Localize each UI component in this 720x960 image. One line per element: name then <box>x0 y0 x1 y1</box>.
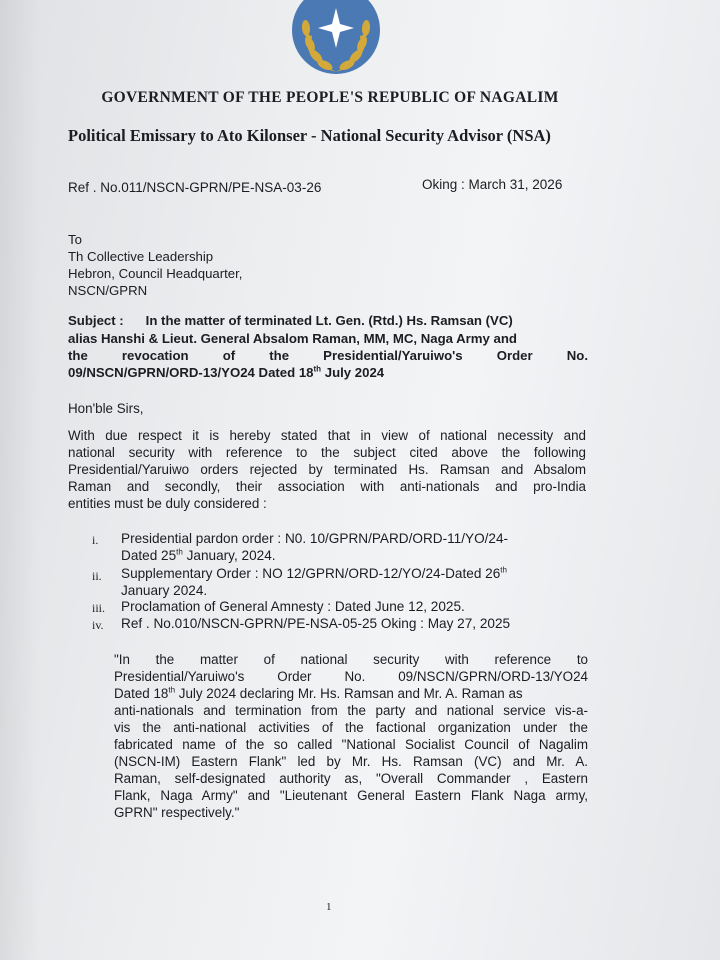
list-number: i. <box>92 533 99 547</box>
body-line: entities must be duly considered : <box>68 496 267 511</box>
subject-line: alias Hanshi & Lieut. General Absalom Raman, MM, MC, Naga Army and <box>68 331 517 346</box>
superscript: th <box>313 364 322 374</box>
salutation: Hon'ble Sirs, <box>68 401 144 416</box>
subject-text: In the matter of terminated Lt. Gen. (Rtd.) Hs. Ramsan (VC) <box>145 313 513 328</box>
list-item-text: Dated 25th January, 2024. <box>121 547 276 563</box>
list-number: ii. <box>92 569 102 583</box>
superscript: th <box>168 685 176 695</box>
quote-line: GPRN" respectively." <box>114 805 240 820</box>
address-line: Th Collective Leadership <box>68 249 214 264</box>
page-shadow <box>0 0 40 960</box>
quote-line: "In the matter of national security with reference to <box>114 652 588 667</box>
list-number: iv. <box>92 618 104 632</box>
address-line: Hebron, Council Headquarter, <box>68 266 243 281</box>
address-line: NSCN/GPRN <box>68 283 148 298</box>
body-line: Raman and secondly, their association with anti-nationals and pro-India <box>68 479 586 494</box>
office-heading: Political Emissary to Ato Kilonser - National Security Advisor (NSA) <box>68 126 551 145</box>
superscript: th <box>176 547 183 557</box>
quote-line: anti-nationals and termination from the party and national service vis-a- <box>114 703 588 718</box>
address-line: To <box>68 232 82 247</box>
quote-line: vis the anti-national activities of the factional organization under the <box>114 720 588 735</box>
page-number: 1 <box>326 901 332 913</box>
subject-line <box>68 365 588 380</box>
subject-line: the revocation of the Presidential/Yaruiwo's Order No. <box>68 348 588 363</box>
nagalim-star-emblem-icon <box>290 0 386 80</box>
quote-line: (NSCN-IM) Eastern Flank" led by Mr. Hs. Ramsan (VC) and Mr. A. <box>114 754 588 769</box>
body-line: Presidential/Yaruiwo orders rejected by terminated Hs. Ramsan and Absalom <box>68 462 586 477</box>
quote-line: Presidential/Yaruiwo's Order No. 09/NSCN/GPRN/ORD-13/YO24 <box>114 669 588 684</box>
place-and-date: Oking : March 31, 2026 <box>422 177 563 192</box>
quote-line: fabricated name of the so called "National Socialist Council of Nagalim <box>114 737 588 752</box>
subject-text: 09/NSCN/GPRN/ORD-13/YO24 Dated 18 <box>68 365 314 380</box>
list-item-text: Supplementary Order : NO 12/GPRN/ORD-12/YO/24-Dated 26th <box>121 565 507 581</box>
subject-label: Subject : <box>68 313 124 328</box>
list-item-text: January 2024. <box>121 583 208 598</box>
superscript: th <box>500 565 507 575</box>
body-line: national security with reference to the subject cited above the following <box>68 445 586 460</box>
subject-text: July 2024 <box>321 365 385 380</box>
subject-line <box>68 313 588 328</box>
body-line: With due respect it is hereby stated that in view of national necessity and <box>68 428 586 443</box>
list-item-text: Presidential pardon order : N0. 10/GPRN/PARD/ORD-11/YO/24- <box>121 531 509 546</box>
reference-number: Ref . No.011/NSCN-GPRN/PE-NSA-03-26 <box>68 180 322 195</box>
quote-line: Dated 18th July 2024 declaring Mr. Hs. Ramsan and Mr. A. Raman as <box>114 685 523 701</box>
quote-line: Raman, self-designated authority as, "Overall Commander , Eastern <box>114 771 588 786</box>
list-number: iii. <box>92 601 106 615</box>
list-item-text: Ref . No.010/NSCN-GPRN/PE-NSA-05-25 Oking : May 27, 2025 <box>121 616 511 631</box>
quote-line: Flank, Naga Army" and "Lieutenant General Eastern Flank Naga army, <box>114 788 588 803</box>
government-heading: GOVERNMENT OF THE PEOPLE'S REPUBLIC OF NAGALIM <box>101 89 559 106</box>
list-item-text: Proclamation of General Amnesty : Dated June 12, 2025. <box>121 599 465 614</box>
